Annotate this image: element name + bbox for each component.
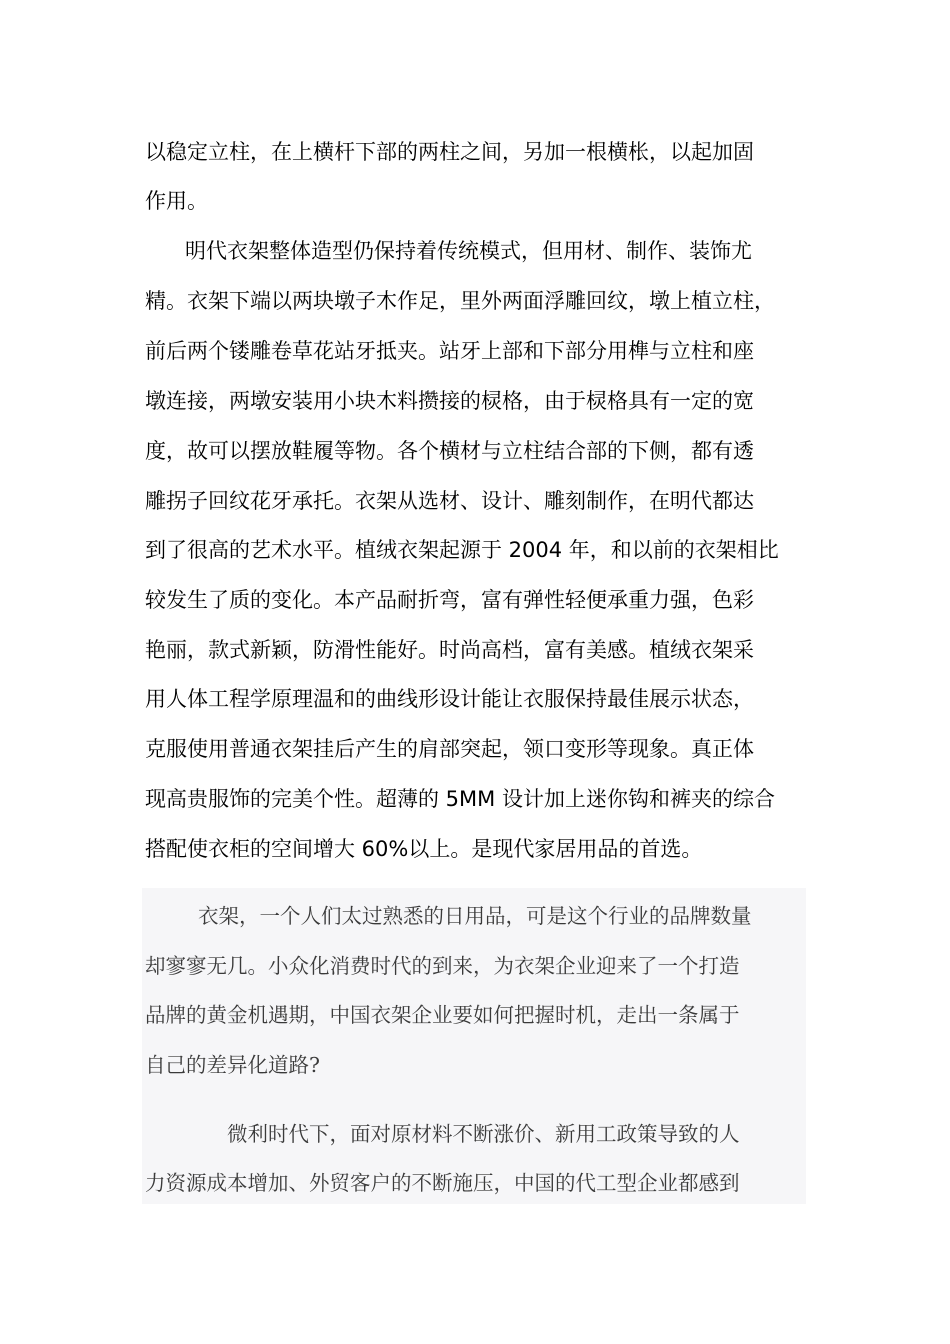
body-line: 用人体工程学原理温和的曲线形设计能让衣服保持最佳展示状态， xyxy=(145,687,754,711)
body-line: 克服使用普通衣架挂后产生的肩部突起，领口变形等现象。真正体 xyxy=(145,737,754,761)
body-line: 精。衣架下端以两块墩子木作足，里外两面浮雕回纹，墩上植立柱， xyxy=(145,289,775,313)
body-line: 作用。 xyxy=(145,189,208,213)
quote-line: 却寥寥无几。小众化消费时代的到来，为衣架企业迎来了一个打造 xyxy=(145,954,740,978)
body-line: 以稳定立柱，在上横杆下部的两柱之间，另加一根横枨，以起加固 xyxy=(145,140,754,164)
body-line: 前后两个镂雕卷草花站牙抵夹。站牙上部和下部分用榫与立柱和座 xyxy=(145,339,754,363)
quote-line: 力资源成本增加、外贸客户的不断施压，中国的代工型企业都感到 xyxy=(145,1171,740,1195)
quote-block xyxy=(142,888,806,1204)
body-line: 现高贵服饰的完美个性。超薄的 5MM 设计加上迷你钩和裤夹的综合 xyxy=(145,787,775,811)
body-line: 明代衣架整体造型仍保持着传统模式，但用材、制作、装饰尤 xyxy=(185,239,752,263)
quote-line: 自己的差异化道路? xyxy=(145,1053,320,1077)
body-line: 较发生了质的变化。本产品耐折弯，富有弹性轻便承重力强，色彩 xyxy=(145,588,754,612)
body-line: 度，故可以摆放鞋履等物。各个横材与立柱结合部的下侧，都有透 xyxy=(145,439,754,463)
body-line: 墩连接，两墩安装用小块木料攒接的棂格，由于棂格具有一定的宽 xyxy=(145,389,754,413)
body-line: 雕拐子回纹花牙承托。衣架从选材、设计、雕刻制作，在明代都达 xyxy=(145,489,754,513)
body-line: 艳丽，款式新颖，防滑性能好。时尚高档，富有美感。植绒衣架采 xyxy=(145,638,754,662)
body-line: 到了很高的艺术水平。植绒衣架起源于 2004 年，和以前的衣架相比 xyxy=(145,538,779,562)
quote-line: 品牌的黄金机遇期，中国衣架企业要如何把握时机，走出一条属于 xyxy=(145,1003,740,1027)
body-line: 搭配使衣柜的空间增大 60%以上。是现代家居用品的首选。 xyxy=(145,837,703,861)
quote-line: 衣架，一个人们太过熟悉的日用品，可是这个行业的品牌数量 xyxy=(198,904,752,928)
quote-line: 微利时代下，面对原材料不断涨价、新用工政策导致的人 xyxy=(227,1122,740,1146)
